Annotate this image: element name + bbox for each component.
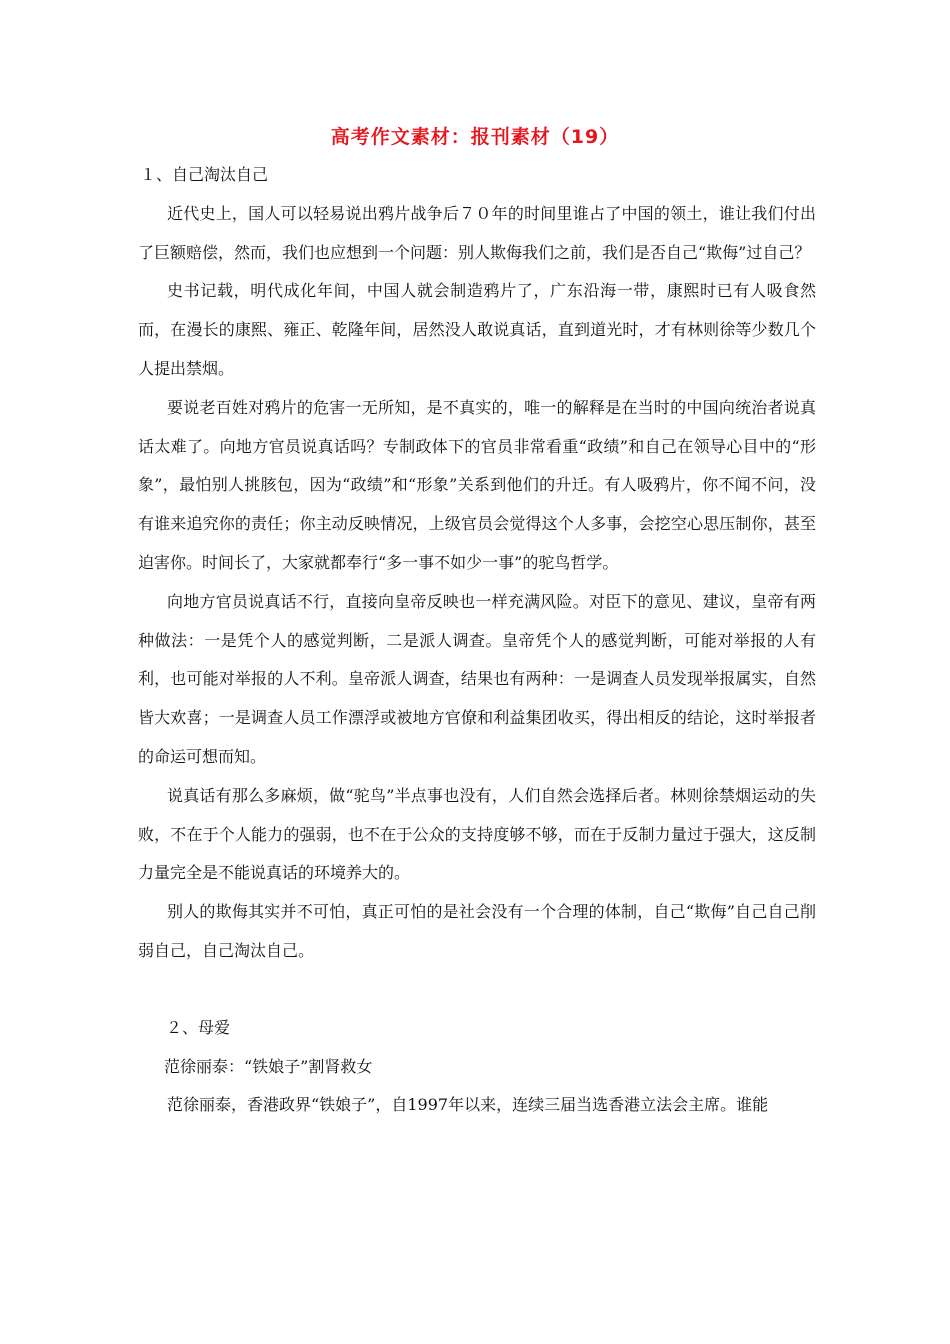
document-title: 高考作文素材：报刊素材（19）: [330, 126, 620, 148]
paragraph: 史书记载，明代成化年间，中国人就会制造鸦片了，广东沿海一带，康熙时已有人吸食然而，在漫长的康熙、雍正、乾隆年间，居然没人敢说真话，直到道光时，才有林则徐等少数几个人提出禁烟。: [138, 281, 816, 378]
section-subheading: 范徐丽泰：“铁娘子”割肾救女: [164, 1056, 373, 1076]
document-body: [138, 156, 816, 1125]
paragraph: 说真话有那么多麻烦，做“驼鸟”半点事也没有，人们自然会选择后者。林则徐禁烟运动的失败，不在于个人能力的强弱，也不在于公众的支持度够不够，而在于反制力量过于强大，这反制力量完全是不能说真话的环境养大的。: [138, 785, 816, 883]
section-heading: ２、母爱: [166, 1017, 231, 1037]
paragraph: 别人的欺侮其实并不可怕，真正可怕的是社会没有一个合理的体制，自己“欺侮”自己自己削弱自己，自己淘汰自己。: [138, 902, 816, 960]
paragraph: 范徐丽泰，香港政界“铁娘子”，自1997年以来，连续三届当选香港立法会主席。谁能: [167, 1095, 769, 1115]
section-spacer: [138, 971, 816, 1009]
paragraph: 近代史上，国人可以轻易说出鸦片战争后７０年的时间里谁占了中国的领土，谁让我们付出了巨额赔偿，然而，我们也应想到一个问题：别人欺侮我们之前，我们是否自己“欺侮”过自己？: [138, 203, 816, 262]
paragraph: 要说老百姓对鸦片的危害一无所知，是不真实的，唯一的解释是在当时的中国向统治者说真话太难了。向地方官员说真话吗？专制政体下的官员非常看重“政绩”和自己在领导心目中的“形象”，最怕别人挑胲包，因为“政绩”和“形象”关系到他们的升迁。有人吸鸦片，你不闻不问，没有谁来追究你的责任；你主动反映情况，上级官员会觉得这个人多事，会挖空心思压制你，甚至迫害你。时间长了，大家就都奉行“多一事不如少一事”的驼鸟哲学。: [138, 397, 816, 572]
paragraph: 向地方官员说真话不行，直接向皇帝反映也一样充满风险。对臣下的意见、建议，皇帝有两种做法：一是凭个人的感觉判断，二是派人调查。皇帝凭个人的感觉判断，可能对举报的人有利，也可能对举报的人不利。皇帝派人调查，结果也有两种：一是调查人员发现举报属实，自然皆大欢喜；一是调查人员工作漂浮或被地方官僚和利益集团收买，得出相反的结论，这时举报者的命运可想而知。: [138, 591, 816, 766]
section-heading: １、自己淘汰自己: [140, 165, 269, 184]
